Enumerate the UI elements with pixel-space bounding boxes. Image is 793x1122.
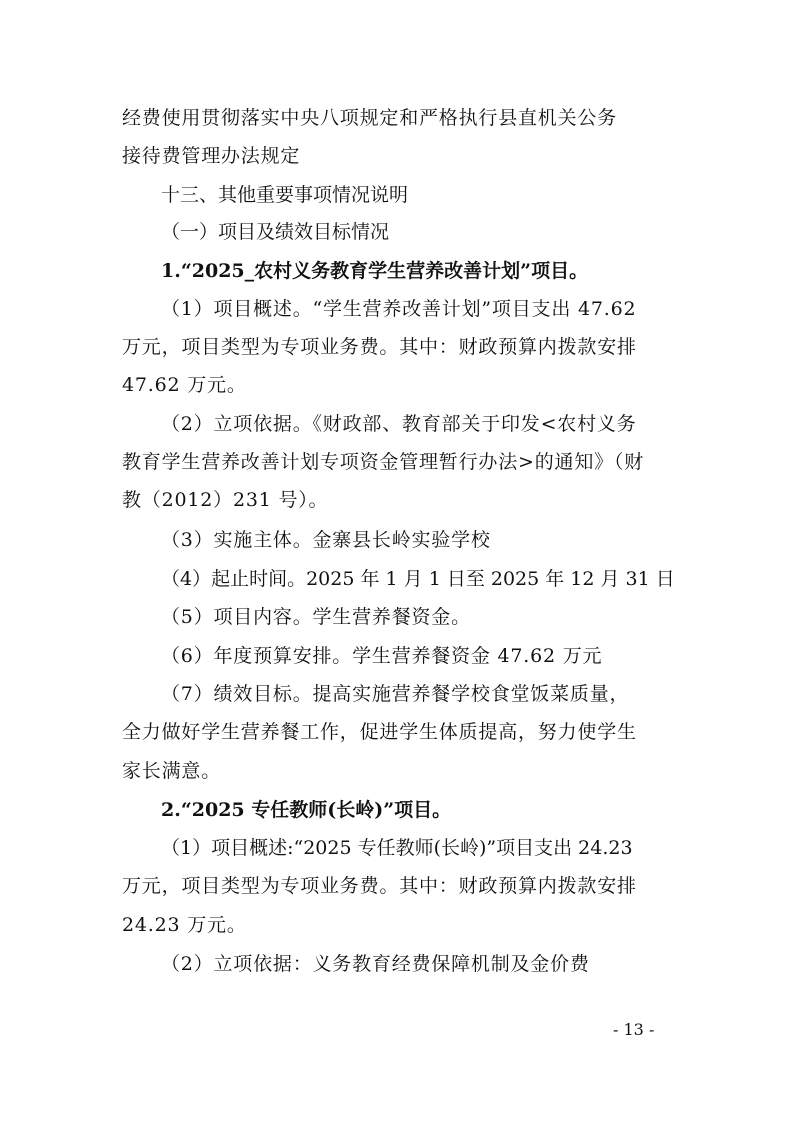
paragraph-line: 万元，项目类型为专项业务费。其中：财政预算内拨款安排: [122, 875, 637, 897]
paragraph-line: （3）实施主体。金寨县长岭实验学校: [161, 529, 491, 551]
paragraph-line: （4）起止时间。2025 年 1 月 1 日至 2025 年 12 月 31 日: [161, 568, 675, 590]
paragraph-line: （1）项目概述:“2025 专任教师(长岭)”项目支出 24.23: [161, 837, 633, 859]
paragraph-line: 家长满意。: [122, 760, 222, 782]
paragraph-line: （1）项目概述。“学生营养改善计划”项目支出 47.62: [161, 298, 637, 320]
subsection-heading: （一）项目及绩效目标情况: [161, 221, 390, 243]
paragraph-line: （2）立项依据：义务教育经费保障机制及金价费: [161, 953, 590, 975]
paragraph-line: （5）项目内容。学生营养餐资金。: [161, 606, 471, 628]
paragraph-line: 经费使用贯彻落实中央八项规定和严格执行县直机关公务: [122, 107, 618, 129]
project-heading: 2.“2025 专任教师(长岭)”项目。: [161, 799, 452, 821]
paragraph-line: 教育学生营养改善计划专项资金管理暂行办法>的通知》（财: [122, 451, 645, 473]
section-heading: 十三、其他重要事项情况说明: [161, 184, 409, 206]
page-number: - 13 -: [613, 1020, 655, 1039]
paragraph-line: 教（2012）231 号）。: [122, 489, 329, 511]
paragraph-line: （6）年度预算安排。学生营养餐资金 47.62 万元: [161, 645, 603, 667]
paragraph-line: （2）立项依据。《财政部、教育部关于印发<农村义务: [161, 413, 637, 435]
paragraph-line: （7）绩效目标。提高实施营养餐学校食堂饭菜质量，: [161, 683, 630, 705]
paragraph-line: 47.62 万元。: [122, 374, 247, 396]
paragraph-line: 万元，项目类型为专项业务费。其中：财政预算内拨款安排: [122, 336, 637, 358]
project-heading: 1.“2025_农村义务教育学生营养改善计划”项目。: [161, 260, 589, 282]
paragraph-line: 24.23 万元。: [122, 914, 247, 936]
paragraph-line: 全力做好学生营养餐工作，促进学生体质提高，努力使学生: [122, 721, 637, 743]
paragraph-line: 接待费管理办法规定: [122, 145, 301, 167]
